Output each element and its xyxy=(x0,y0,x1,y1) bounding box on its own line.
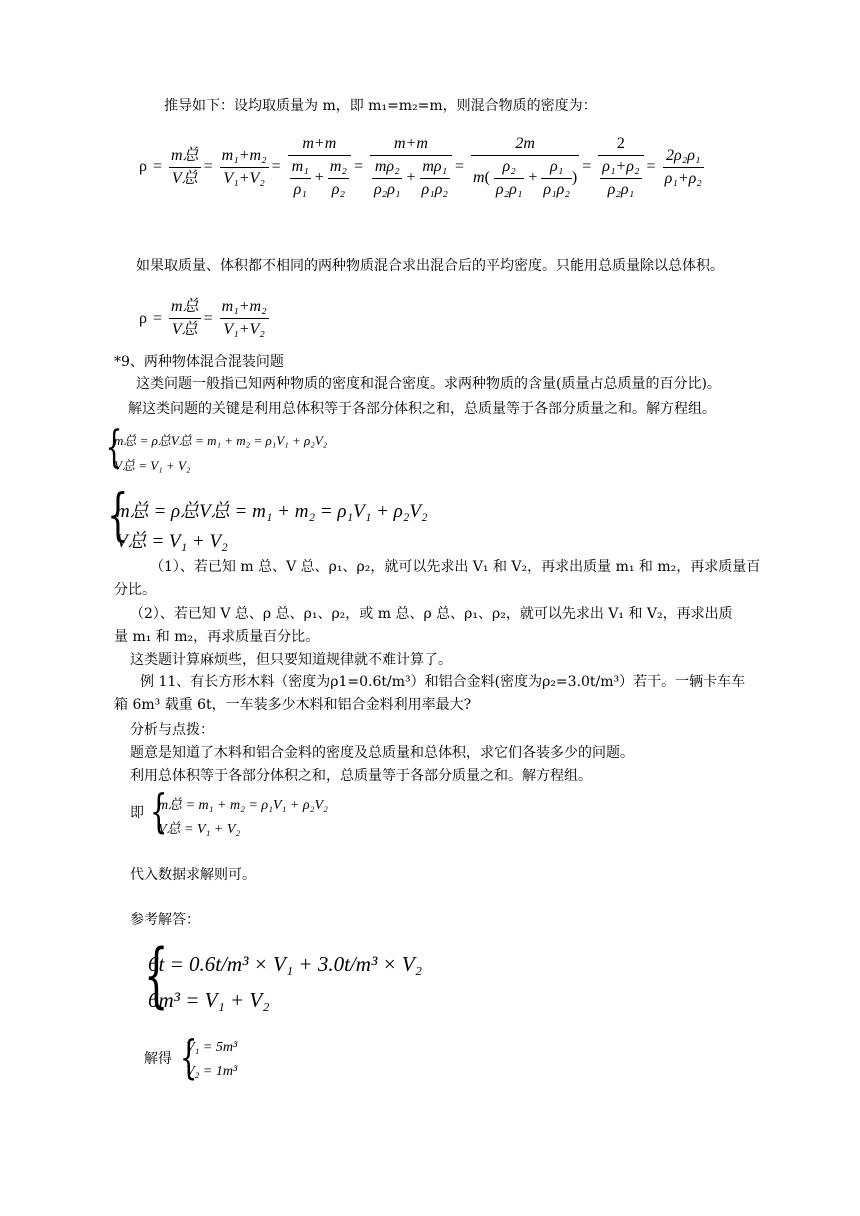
note-text: 这类题计算麻烦些，但只要知道规律就不难计算了。 xyxy=(130,652,452,668)
fraction-total: $\frac{\text{m总}}{\text{V总}}$ xyxy=(171,146,199,187)
substitute-text: 代入数据求解则可。 xyxy=(130,867,256,883)
result-system: { V₁ = 5m³ V₂ = 1m³ xyxy=(179,1030,238,1084)
density-derivation-formula: ρ = $\frac{\text{m总}}{\text{V总}}$ = $\frac{\text{m₁+m₂}}{\text{V₁+V₂}}$ = m+m $\frac{\text{m₁}}{\text{ρ₁}}$ + $\frac{\text{m₂}}{\text{ρ₂}}$ = m+m $\frac{\text{mρ₂}}{\text{ρ₂ρ₁}}$ + $\frac{\text{mρ₁}}{\text{ρ₁ρ₂}}$ = 2m m( $\frac{\text{ρ₂}}{\text{ρ₂ρ₁}}$ + $\frac{\text{ρ₁}}{\text{ρ₁ρ₂}}$ ) = $\frac{2}{\frac{\text{ρ₁+ρ₂}}{\text{ρ₂ρ₁}}}$ = $\frac{\text{2ρ₂ρ₁}}{\text{ρ₁+ρ₂}}$ xyxy=(136,133,704,201)
example-11-text: 例 11、有长方形木料（密度为ρ1=0.6t/m³）和铝合金料(密度为ρ₂=3.0t/m³）若干。一辆卡车车 xyxy=(140,674,746,690)
paragraph: 这类问题一般指已知两种物质的密度和混合密度。求两种物质的含量(质量占总质量的百分比)。 xyxy=(136,376,721,392)
equation-system-large: { m总 = ρ总V总 = m₁ + m₂ = ρ₁V₁ + ρ₂V₂ V总 = V₁ + V₂ xyxy=(107,483,428,552)
intro-text: 推导如下：设均取质量为 m，即 m₁=m₂=m，则混合物质的密度为： xyxy=(164,98,597,114)
case-2-continued: 量 m₁ 和 m₂，再求质量百分比。 xyxy=(114,629,320,645)
ji-label: 即 xyxy=(130,805,144,821)
equation-system-ji: { m总 = m₁ + m₂ = ρ₁V₁ + ρ₂V₂ V总 = V₁ + V₂ xyxy=(149,784,328,838)
analysis-text: 利用总体积等于各部分体积之和，总质量等于各部分质量之和。解方程组。 xyxy=(130,768,592,784)
section-title: *9、两种物体混合混装问题 xyxy=(114,354,284,370)
analysis-text: 题意是知道了木料和铝合金料的密度及总质量和总体积，求它们各装多少的问题。 xyxy=(130,745,634,761)
general-density-text: 如果取质量、体积都不相同的两种物质混合求出混合后的平均密度。只能用总质量除以总体积。 xyxy=(136,258,724,274)
fraction-result: $\frac{\text{2ρ₂ρ₁}}{\text{ρ₁+ρ₂}}$ xyxy=(664,146,702,187)
reference-title: 参考解答： xyxy=(130,912,200,928)
fraction-m-over-rho: m+m $\frac{\text{m₁}}{\text{ρ₁}}$ + $\frac{\text{m₂}}{\text{ρ₂}}$ xyxy=(288,133,351,201)
paragraph: 解这类问题的关键是利用总体积等于各部分体积之和，总质量等于各部分质量之和。解方程组。 xyxy=(128,401,716,417)
answer-equation-system: { 6t = 0.6t/m³ × V₁ + 3.0t/m³ × V₂ 6m³ = V₁ + V₂ xyxy=(144,934,423,1016)
case-1-text: （1）、若已知 m 总、V 总、ρ₁、ρ₂，就可以先求出 V₁ 和 V₂，再求出质量 m₁ 和 m₂，再求质量百 xyxy=(150,559,761,575)
fraction-sum: $\frac{\text{m₁+m₂}}{\text{V₁+V₂}}$ xyxy=(221,146,267,187)
average-density-formula: ρ = $\frac{\text{m总}}{\text{V总}}$ = $\frac{\text{m₁+m₂}}{\text{V₁+V₂}}$ xyxy=(139,298,267,338)
equation-system-small: { m总 = ρ总V总 = m₁ + m₂ = ρ₁V₁ + ρ₂V₂ V总 = V₁ + V₂ xyxy=(105,422,328,473)
fraction-simplified: $\frac{2}{\frac{\text{ρ₁+ρ₂}}{\text{ρ₂ρ₁}}}$ xyxy=(598,133,643,201)
fraction-common-denominator: m+m $\frac{\text{mρ₂}}{\text{ρ₂ρ₁}}$ + $\frac{\text{mρ₁}}{\text{ρ₁ρ₂}}$ xyxy=(370,133,452,201)
rho-symbol: ρ xyxy=(139,158,147,175)
fraction-factored: 2m m( $\frac{\text{ρ₂}}{\text{ρ₂ρ₁}}$ + $\frac{\text{ρ₁}}{\text{ρ₁ρ₂}}$ ) xyxy=(473,135,578,198)
analysis-title: 分析与点拨： xyxy=(130,722,214,738)
case-1-continued: 分比。 xyxy=(114,582,156,598)
case-2-text: （2）、若已知 V 总、ρ 总、ρ₁、ρ₂，或 m 总、ρ 总、ρ₁、ρ₂，就可以先求出 V₁ 和 V₂，再求出质 xyxy=(130,606,733,622)
jiede-label: 解得 xyxy=(144,1051,172,1067)
example-11-continued: 箱 6m³ 载重 6t，一车装多少木料和铝合金料利用率最大? xyxy=(114,697,472,713)
